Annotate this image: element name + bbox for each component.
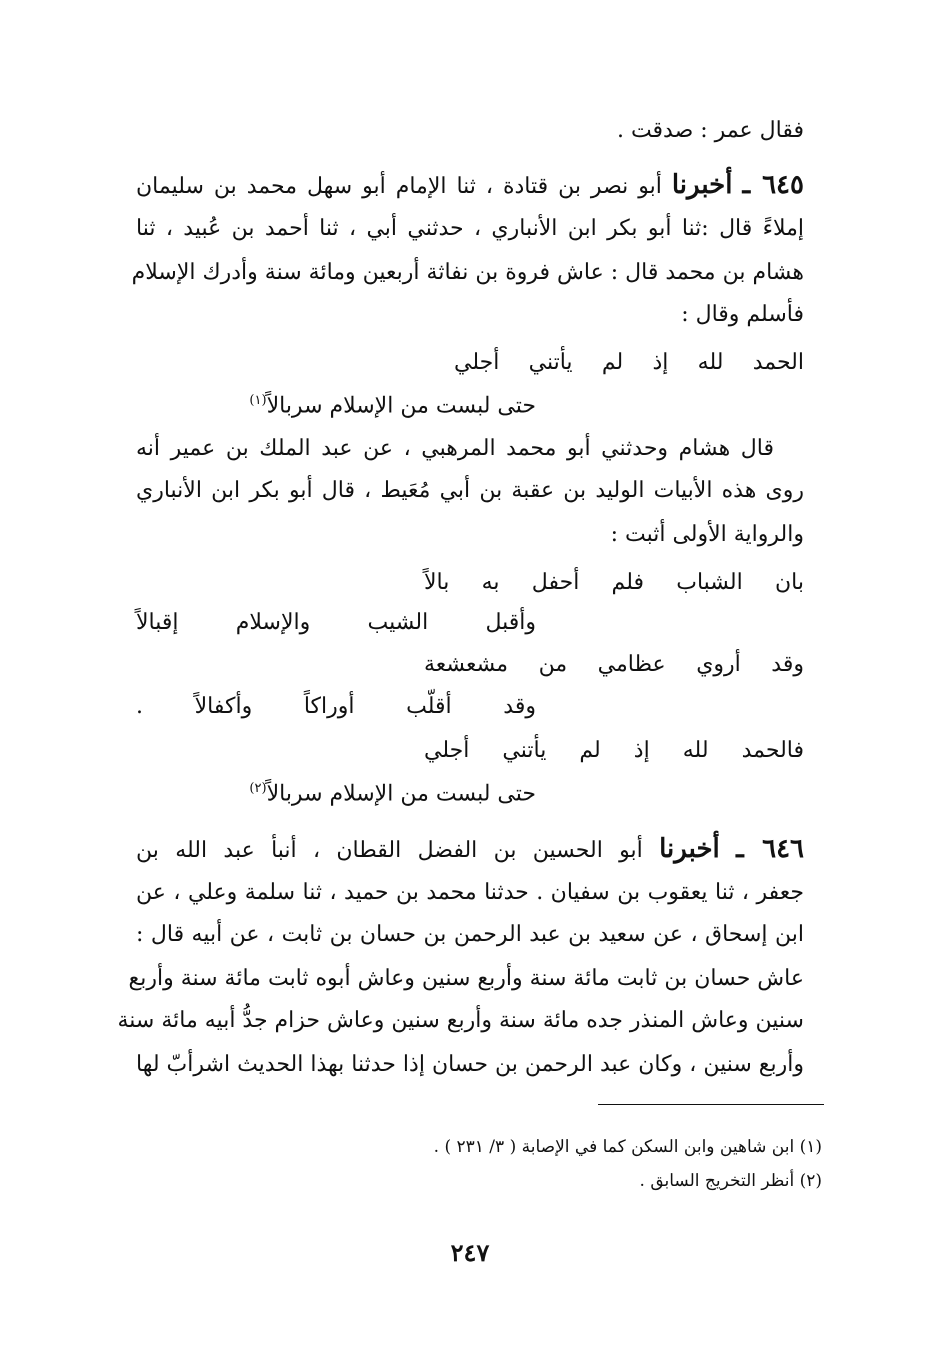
hadith-text: أبو نصر بن قتادة ، ثنا الإمام أبو سهل محمد بن سليمان: [136, 174, 662, 199]
poem-1-verse-2: حتى لبست من الإسلام سربالاً$^{(١)}$: [249, 393, 536, 419]
hadith-645-line-3: هشام بن محمد قال : عاش فروة بن نفاثة أربعين ومائة سنة وأدرك الإسلام: [131, 260, 804, 285]
footnote-divider: [598, 1104, 824, 1105]
hadith-number: ٦٤٥ ـ: [742, 170, 804, 200]
footnote-ref-2: (٢): [249, 781, 267, 796]
hadith-number: ٦٤٦ ـ: [736, 834, 805, 864]
hadith-keyword: أخبرنا: [659, 834, 720, 864]
hadith-646-line-4: عاش حسان بن ثابت مائة سنة وأربع سنين وعاش أبوه ثابت مائة سنة وأربع: [128, 966, 804, 991]
poem-2-verse-3: وقد أروي عظامي من مشعشعة: [424, 652, 804, 677]
page-number: ٢٤٧: [450, 1238, 490, 1267]
para-2-line-1: قال هشام وحدثني أبو محمد المرهبي ، عن عبد الملك بن عمير أنه: [136, 436, 774, 461]
footnote-2: (٢) أنظر التخريج السابق .: [639, 1171, 822, 1191]
poem-2-verse-1: بان الشباب فلم أحفل به بالاً: [424, 570, 804, 595]
hadith-keyword: أخبرنا: [671, 170, 733, 200]
hadith-646-line-3: ابن إسحاق ، عن سعيد بن عبد الرحمن بن حسان بن ثابت ، عن أبيه قال :: [136, 922, 804, 947]
para-2-line-3: والرواية الأولى أثبت :: [610, 522, 804, 547]
hadith-646-line-2: جعفر ، ثنا يعقوب بن سفيان . حدثنا محمد بن حميد ، ثنا سلمة وعلي ، عن: [136, 880, 804, 905]
poem-1-verse-1: الحمد لله إذ لم يأتني أجلي: [454, 350, 804, 375]
hadith-646-line-1: [136, 832, 804, 868]
hadith-645-line-1: [136, 168, 804, 204]
hadith-645-line-2: إملاءً قال :ثنا أبو بكر ابن الأنباري ، حدثني أبي ، ثنا أحمد بن عُبيد ، ثنا: [136, 216, 804, 241]
hadith-646-line-5: سنين وعاش المنذر جده مائة سنة وأربع سنين وعاش حزام جدُّ أبيه مائة سنة: [117, 1008, 804, 1033]
poem-2-verse-4: وقد أقلّب أوراكاً وأكفالاً .: [136, 694, 536, 719]
hadith-645-line-4: فأسلم وقال :: [681, 302, 804, 327]
hadith-646-line-6: وأربع سنين ، وكان عبد الرحمن بن حسان إذا حدثنا بهذا الحديث اشرأبّ لها: [136, 1052, 804, 1077]
poem-2-verse-6: حتى لبست من الإسلام سربالاً$^{(٢)}$: [249, 781, 536, 807]
poem-2-verse-5: فالحمد لله إذ لم يأتني أجلي: [424, 738, 804, 763]
footnote-1: (١) ابن شاهين وابن السكن كما في الإصابة ( ٣/ ٢٣١ ) .: [433, 1137, 822, 1157]
hadith-text: أبو الحسين بن الفضل القطان ، أنبأ عبد الله بن: [136, 838, 643, 863]
top-line: فقال عمر : صدقت .: [616, 118, 804, 143]
para-2-line-2: روى هذه الأبيات الوليد بن عقبة بن أبي مُعَيط ، قال أبو بكر ابن الأنباري: [136, 478, 804, 503]
footnote-ref-1: (١): [249, 393, 267, 408]
poem-2-verse-2: وأقبل الشيب والإسلام إقبالاً: [136, 610, 536, 635]
